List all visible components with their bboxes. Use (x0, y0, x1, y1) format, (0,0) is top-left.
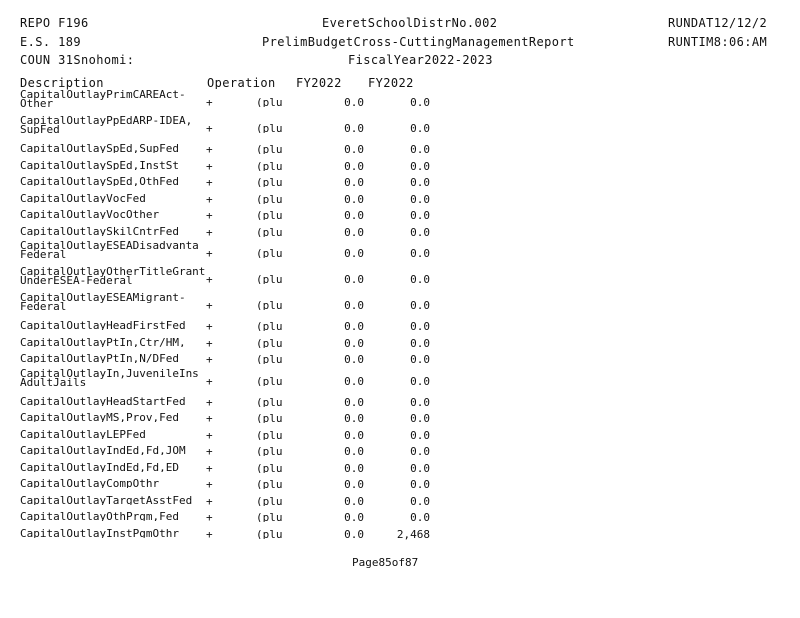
row-fy2-value: 0.0 (410, 374, 430, 388)
row-operation-label: (plu (256, 376, 283, 386)
row-fy2-value: 0.0 (410, 176, 430, 189)
row-operation: + (206, 176, 213, 189)
row-fy1-value: 0.0 (344, 122, 364, 135)
row-fy2-value: 0.0 (410, 273, 430, 286)
row-operation: + (206, 527, 213, 541)
row-operation: + (206, 428, 213, 442)
row-fy2-value: 0.0 (410, 511, 430, 524)
row-fy1-value: 0.0 (344, 209, 364, 222)
row-fy1-value: 0.0 (344, 412, 364, 425)
row-description: CapitalOutlayESEADisadvanta Federal (20, 241, 199, 259)
run-date: RUNDAT12/12/2 (668, 16, 768, 30)
fy1-column-header: FY2022 (296, 76, 342, 90)
row-fy2-value: 0.0 (410, 159, 430, 173)
row-fy1-value: 0.0 (344, 143, 364, 156)
table-row (20, 158, 440, 175)
row-fy1-value: 0.0 (344, 461, 364, 475)
row-operation-label: (plu (256, 414, 283, 423)
row-operation: + (206, 273, 213, 286)
row-description: CapitalOutlayHeadStartFed (20, 396, 186, 406)
row-fy2-value: 0.0 (410, 96, 430, 109)
row-fy1-value: 0.0 (344, 478, 364, 491)
row-description: CapitalOutlaySpEd,OthFed (20, 177, 179, 186)
row-description: CapitalOutlayLEPFed (20, 429, 146, 439)
row-fy2-value: 0.0 (410, 353, 430, 366)
row-fy2-value: 0.0 (410, 445, 430, 458)
row-fy2-value: 0.0 (410, 336, 430, 350)
row-fy1-value: 0.0 (344, 96, 364, 109)
row-fy1-value: 0.0 (344, 225, 364, 239)
row-operation: + (206, 299, 213, 312)
row-description: CapitalOutlaySpEd,InstSt (20, 160, 179, 170)
row-fy1-value: 0.0 (344, 428, 364, 442)
table-row (20, 443, 440, 460)
table-row (20, 207, 440, 224)
es-number: E.S. 189 (20, 35, 81, 49)
table-row (20, 224, 440, 241)
row-operation-label: (plu (256, 322, 283, 331)
row-description: CapitalOutlayVocOther (20, 210, 160, 219)
table-row (20, 427, 440, 444)
table-row (20, 191, 440, 208)
row-description: CapitalOutlayESEAMigrant- Federal (20, 293, 186, 311)
row-operation: + (206, 494, 213, 508)
row-description: CapitalOutlayPtIn,Ctr/HM, (20, 337, 186, 347)
row-operation-label: (plu (256, 301, 283, 310)
table-row (20, 89, 440, 115)
fiscal-year: FiscalYear2022-2023 (348, 53, 493, 67)
row-description: CapitalOutlayTargetAsstFed (20, 495, 193, 505)
table-row (20, 266, 440, 292)
row-operation-label: (plu (256, 463, 283, 473)
row-operation: + (206, 445, 213, 458)
row-description: CapitalOutlayPpEdARP-IDEA, SupFed (20, 116, 193, 134)
table-row (20, 292, 440, 318)
row-operation: + (206, 478, 213, 491)
description-column-header: Description (20, 76, 104, 90)
row-fy2-value: 0.0 (410, 461, 430, 475)
row-operation-label: (plu (256, 355, 283, 364)
table-row (20, 476, 440, 493)
row-operation: + (206, 374, 213, 388)
table-row (20, 410, 440, 427)
page-number: Page85of87 (352, 556, 419, 569)
row-description: CapitalOutlayMS,Prov,Fed (20, 413, 179, 422)
table-row (20, 318, 440, 335)
table-row (20, 493, 440, 510)
table-row (20, 394, 440, 411)
row-fy1-value: 0.0 (344, 445, 364, 458)
row-fy2-value: 0.0 (410, 395, 430, 409)
row-operation: + (206, 395, 213, 409)
row-fy2-value: 0.0 (410, 225, 430, 239)
row-operation: + (206, 412, 213, 425)
row-description: CapitalOutlayCompOthr (20, 479, 160, 488)
table-row (20, 509, 440, 526)
table-row (20, 526, 440, 543)
row-operation-label: (plu (256, 178, 283, 187)
table-row (20, 335, 440, 352)
row-fy2-value: 0.0 (410, 494, 430, 508)
row-operation: + (206, 461, 213, 475)
row-description: CapitalOutlayIndEd,Fd,JOM (20, 446, 186, 455)
row-fy1-value: 0.0 (344, 299, 364, 312)
row-operation: + (206, 159, 213, 173)
row-operation: + (206, 96, 213, 109)
row-fy1-value: 0.0 (344, 353, 364, 366)
row-description: CapitalOutlayOtherTitleGrant UnderESEA-Federal (20, 267, 205, 285)
row-fy1-value: 0.0 (344, 511, 364, 524)
row-operation: + (206, 122, 213, 135)
report-table (20, 89, 440, 542)
row-description: CapitalOutlayPtIn,N/DFed (20, 354, 179, 363)
row-description: CapitalOutlayOthPrgm,Fed (20, 512, 179, 521)
row-fy2-value: 0.0 (410, 412, 430, 425)
table-row (20, 141, 440, 158)
row-operation-label: (plu (256, 397, 283, 407)
row-description: CapitalOutlayIn,JuvenileIns AdultJails (20, 368, 199, 387)
row-fy2-value: 2,468 (396, 527, 430, 541)
row-fy1-value: 0.0 (344, 336, 364, 350)
row-operation-label: (plu (256, 211, 283, 220)
fy2-column-header: FY2022 (368, 76, 414, 90)
row-operation-label: (plu (256, 124, 283, 133)
row-operation-label: (plu (256, 227, 283, 237)
table-row (20, 351, 440, 368)
row-operation-label: (plu (256, 249, 283, 258)
row-fy2-value: 0.0 (410, 192, 430, 206)
row-operation: + (206, 209, 213, 222)
district-name: EveretSchoolDistrNo.002 (322, 16, 498, 30)
county-label: COUN 31Snohomi: (20, 53, 135, 67)
row-operation-label: (plu (256, 513, 283, 522)
row-operation: + (206, 511, 213, 524)
row-fy1-value: 0.0 (344, 374, 364, 388)
row-description: CapitalOutlayVocFed (20, 193, 146, 203)
row-description: CapitalOutlaySkilCntrFed (20, 226, 179, 236)
row-fy1-value: 0.0 (344, 159, 364, 173)
row-operation-label: (plu (256, 275, 283, 284)
row-fy1-value: 0.0 (344, 192, 364, 206)
report-title: PrelimBudgetCross-CuttingManagementReport (262, 35, 575, 49)
table-row (20, 368, 440, 394)
row-operation-label: (plu (256, 496, 283, 506)
row-operation-label: (plu (256, 338, 283, 348)
row-fy1-value: 0.0 (344, 320, 364, 333)
row-operation: + (206, 225, 213, 239)
row-operation: + (206, 336, 213, 350)
row-fy2-value: 0.0 (410, 209, 430, 222)
operation-column-header: Operation (207, 77, 276, 89)
row-fy1-value: 0.0 (344, 527, 364, 541)
row-fy1-value: 0.0 (344, 395, 364, 409)
row-operation-label: (plu (256, 447, 283, 456)
row-description: CapitalOutlaySpEd,SupFed (20, 144, 179, 153)
row-operation: + (206, 143, 213, 156)
row-fy2-value: 0.0 (410, 478, 430, 491)
row-fy2-value: 0.0 (410, 299, 430, 312)
row-fy2-value: 0.0 (410, 320, 430, 333)
report-id: REPO F196 (20, 16, 89, 30)
run-time: RUNTIM8:06:AM (668, 35, 768, 49)
row-operation-label: (plu (256, 98, 283, 107)
row-description: CapitalOutlayHeadFirstFed (20, 321, 186, 330)
row-operation: + (206, 353, 213, 366)
table-row (20, 174, 440, 191)
row-description: CapitalOutlayIndEd,Fd,ED (20, 462, 179, 472)
row-fy2-value: 0.0 (410, 428, 430, 442)
row-fy2-value: 0.0 (410, 247, 430, 260)
row-operation-label: (plu (256, 480, 283, 489)
table-row (20, 460, 440, 477)
row-fy1-value: 0.0 (344, 176, 364, 189)
table-row (20, 115, 440, 141)
row-fy1-value: 0.0 (344, 494, 364, 508)
row-operation: + (206, 247, 213, 260)
row-fy2-value: 0.0 (410, 143, 430, 156)
row-fy1-value: 0.0 (344, 273, 364, 286)
table-row (20, 240, 440, 266)
row-fy2-value: 0.0 (410, 122, 430, 135)
row-operation: + (206, 320, 213, 333)
row-description: CapitalOutlayPrimCAREAct- Other (20, 90, 186, 108)
row-fy1-value: 0.0 (344, 247, 364, 260)
row-operation: + (206, 192, 213, 206)
row-operation-label: (plu (256, 430, 283, 440)
row-description: CapitalOutlayInstPgmOthr (20, 528, 179, 538)
row-operation-label: (plu (256, 145, 283, 154)
row-operation-label: (plu (256, 161, 283, 171)
row-operation-label: (plu (256, 194, 283, 204)
row-operation-label: (plu (256, 529, 283, 539)
